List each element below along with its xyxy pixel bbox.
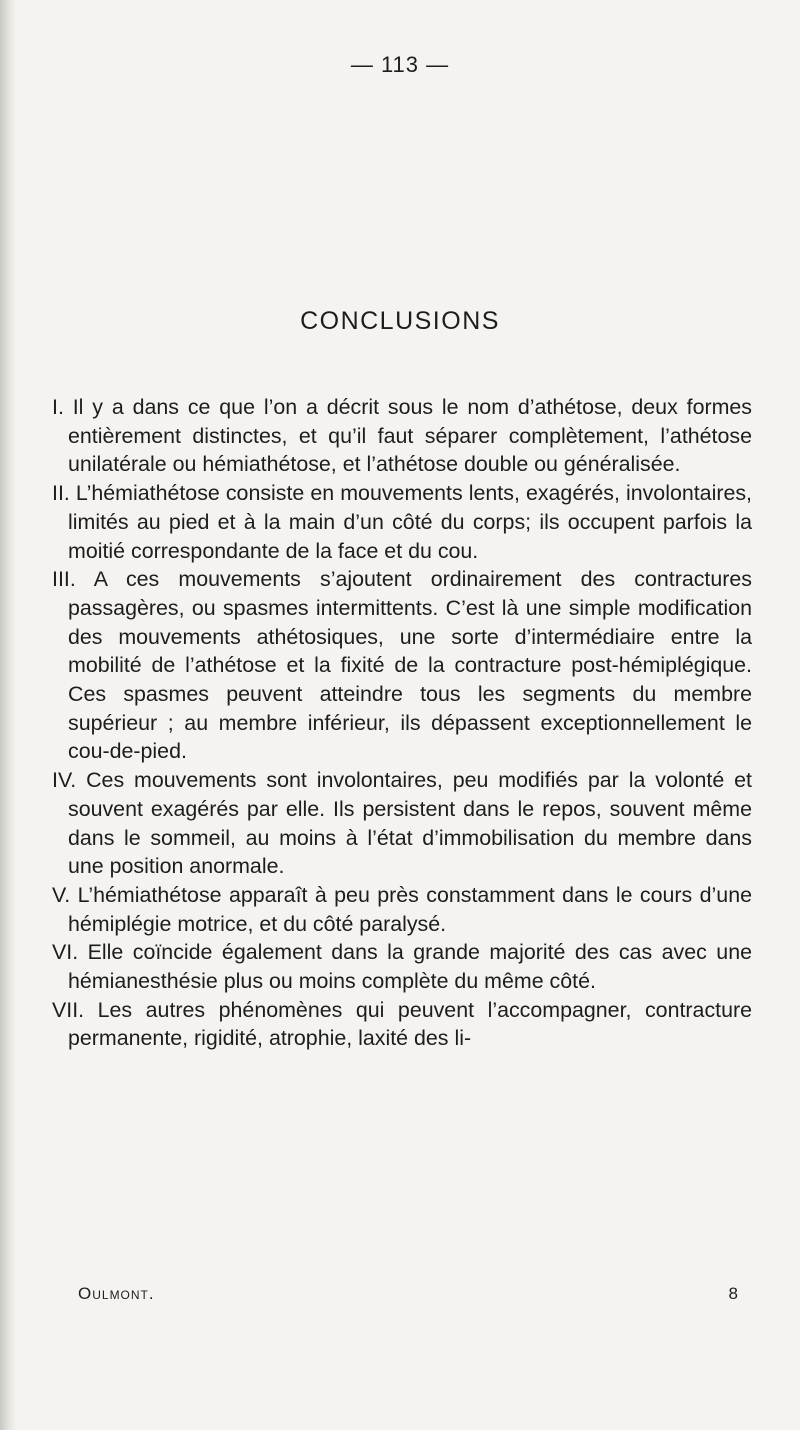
conclusion-paragraph-2: II. L’hémiathétose consiste en mouvements lents, exagérés, involontaires, limités au pied et à la main d’un côté du corps; ils occupent parfois la moitié correspondante de la face et du cou. [52,481,752,563]
conclusion-paragraph-5: V. L’hémiathétose apparaît à peu près constamment dans le cours d’une hémiplégie motrice, et du côté paralysé. [52,882,752,936]
conclusions-body [52,393,752,1053]
gathering-signature-number: 8 [728,1284,738,1303]
page-title: CONCLUSIONS [300,307,500,335]
conclusion-paragraph-6: VI. Elle coïncide également dans la grande majorité des cas avec une hémianesthésie plus ou moins complète du même côté. [52,940,752,994]
conclusion-paragraph-7: VII. Les autres phénomènes qui peuvent l’accompagner, contracture permanente, rigidité, atrophie, laxité des li- [52,997,752,1051]
page-number: — 113 — [350,52,450,77]
conclusion-paragraph-3: III. A ces mouvements s’ajoutent ordinairement des contractures passagères, ou spasmes intermittents. C’est là une simple modification des mouvements athétosiques, une sorte d’intermédiaire entre la mobilité de l’athétose et la fixité de la contracture post-hémiplégique. Ces spasmes peuvent atteindre tous les segments du membre supérieur ; au membre inférieur, ils dépassent exceptionnellement le cou-de-pied. [52,567,752,764]
author-signature-mark: Oulmont. [78,1284,155,1303]
conclusion-paragraph-4: IV. Ces mouvements sont involontaires, peu modifiés par la volonté et souvent exagérés par elle. Ils persistent dans le repos, souvent même dans le sommeil, au moins à l’état d’immobilisation du membre dans une position anormale. [52,768,752,879]
conclusion-paragraph-1: I. Il y a dans ce que l’on a décrit sous le nom d’athétose, deux formes entièrement distinctes, et qu’il faut séparer complètement, l’athétose unilatérale ou hémiathétose, et l’athétose double ou généralisée. [52,395,752,477]
page-edge-shadow [0,0,16,1430]
page-footer [78,1284,738,1304]
